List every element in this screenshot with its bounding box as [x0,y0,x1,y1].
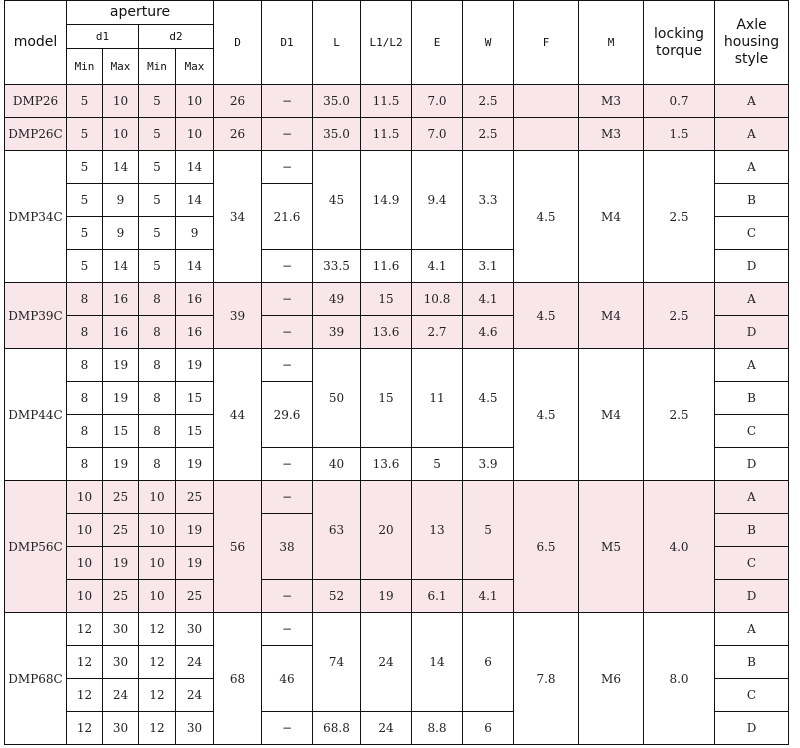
cell-d2-max: 15 [176,382,214,415]
cell-F: 6.5 [514,481,579,613]
cell-L1L2: 15 [361,283,412,316]
header-d2-max: Max [176,49,214,85]
cell-E: 7.0 [412,118,463,151]
cell-E: 4.1 [412,250,463,283]
cell-d2-min: 12 [139,646,176,679]
cell-d1-min: 12 [67,712,103,745]
cell-d1-min: 8 [67,448,103,481]
cell-W: 6 [463,712,514,745]
cell-d2-max: 16 [176,316,214,349]
cell-d1-max: 9 [103,217,139,250]
cell-d2-max: 30 [176,712,214,745]
cell-F: 7.8 [514,613,579,745]
cell-E: 7.0 [412,85,463,118]
cell-W: 4.1 [463,283,514,316]
cell-d2-max: 10 [176,118,214,151]
cell-d2-min: 12 [139,613,176,646]
cell-d2-min: 5 [139,118,176,151]
cell-D1: − [262,712,313,745]
cell-d1-min: 10 [67,481,103,514]
cell-d1-max: 15 [103,415,139,448]
cell-d2-min: 8 [139,448,176,481]
cell-d1-max: 10 [103,118,139,151]
header-axle-housing-style: Axle housing style [715,1,789,85]
cell-L: 35.0 [313,118,361,151]
cell-M: M5 [579,481,644,613]
cell-L1L2: 13.6 [361,316,412,349]
cell-d2-max: 25 [176,481,214,514]
cell-E: 13 [412,481,463,580]
cell-D1: − [262,250,313,283]
cell-d1-min: 5 [67,217,103,250]
header-model: model [5,1,67,85]
cell-D1: − [262,613,313,646]
cell-D: 68 [214,613,262,745]
cell-d2-min: 5 [139,250,176,283]
cell-D: 39 [214,283,262,349]
header-W: W [463,1,514,85]
cell-D1: 21.6 [262,184,313,250]
cell-D1: − [262,349,313,382]
cell-d1-min: 10 [67,547,103,580]
cell-d1-max: 19 [103,547,139,580]
cell-d2-max: 19 [176,514,214,547]
cell-style: A [715,151,789,184]
cell-D1: − [262,118,313,151]
cell-model: DMP44C [5,349,67,481]
header-F: F [514,1,579,85]
cell-style: D [715,448,789,481]
cell-W: 3.1 [463,250,514,283]
header-d2-min: Min [139,49,176,85]
cell-style: B [715,382,789,415]
header-d1-min: Min [67,49,103,85]
cell-L: 50 [313,349,361,448]
cell-M: M3 [579,85,644,118]
cell-style: A [715,118,789,151]
cell-D1: − [262,85,313,118]
cell-d1-max: 19 [103,448,139,481]
cell-style: C [715,217,789,250]
cell-d1-max: 16 [103,283,139,316]
cell-d2-max: 25 [176,580,214,613]
cell-d1-min: 12 [67,613,103,646]
cell-model: DMP68C [5,613,67,745]
cell-d2-max: 14 [176,151,214,184]
cell-L1L2: 19 [361,580,412,613]
cell-L1L2: 11.5 [361,118,412,151]
cell-d1-min: 12 [67,646,103,679]
cell-L: 63 [313,481,361,580]
cell-M: M4 [579,283,644,349]
table-row [5,349,789,382]
cell-d1-max: 30 [103,613,139,646]
cell-E: 9.4 [412,151,463,250]
cell-d1-max: 14 [103,250,139,283]
cell-D: 26 [214,85,262,118]
cell-d2-max: 14 [176,250,214,283]
cell-d1-max: 10 [103,85,139,118]
cell-M: M3 [579,118,644,151]
cell-d2-min: 12 [139,712,176,745]
cell-d2-max: 19 [176,448,214,481]
cell-D: 44 [214,349,262,481]
cell-d2-min: 8 [139,283,176,316]
cell-d2-min: 5 [139,217,176,250]
cell-d2-max: 19 [176,349,214,382]
table-row [5,613,789,646]
cell-d1-min: 8 [67,283,103,316]
cell-E: 2.7 [412,316,463,349]
cell-style: A [715,613,789,646]
cell-d2-max: 24 [176,646,214,679]
cell-torque: 2.5 [644,151,715,283]
cell-L1L2: 11.6 [361,250,412,283]
header-locking-torque: locking torque [644,1,715,85]
cell-D1: − [262,283,313,316]
cell-d1-max: 30 [103,646,139,679]
cell-d1-min: 8 [67,316,103,349]
cell-d1-min: 5 [67,118,103,151]
table-row [5,481,789,514]
cell-d2-min: 8 [139,382,176,415]
cell-d1-min: 10 [67,514,103,547]
header-D1: D1 [262,1,313,85]
cell-d1-max: 19 [103,349,139,382]
cell-E: 10.8 [412,283,463,316]
cell-L: 40 [313,448,361,481]
cell-torque: 2.5 [644,283,715,349]
header-M: M [579,1,644,85]
cell-d1-max: 19 [103,382,139,415]
cell-D: 26 [214,118,262,151]
cell-model: DMP56C [5,481,67,613]
cell-L: 35.0 [313,85,361,118]
cell-style: D [715,250,789,283]
cell-D1: − [262,151,313,184]
header-aperture: aperture [67,1,214,25]
cell-F: 4.5 [514,151,579,283]
cell-torque: 1.5 [644,118,715,151]
cell-style: C [715,679,789,712]
cell-W: 4.5 [463,349,514,448]
cell-d1-max: 30 [103,712,139,745]
cell-L1L2: 14.9 [361,151,412,250]
cell-d2-min: 10 [139,481,176,514]
cell-E: 8.8 [412,712,463,745]
cell-L: 68.8 [313,712,361,745]
cell-d2-min: 5 [139,151,176,184]
cell-E: 11 [412,349,463,448]
cell-d2-max: 15 [176,415,214,448]
cell-L: 39 [313,316,361,349]
cell-W: 4.6 [463,316,514,349]
cell-d2-min: 10 [139,547,176,580]
cell-torque: 0.7 [644,85,715,118]
cell-L1L2: 13.6 [361,448,412,481]
cell-M: M6 [579,613,644,745]
cell-model: DMP34C [5,151,67,283]
table-row [5,151,789,184]
cell-d2-min: 8 [139,415,176,448]
cell-d1-min: 8 [67,415,103,448]
cell-d2-max: 10 [176,85,214,118]
table-row [5,85,789,118]
cell-d2-max: 16 [176,283,214,316]
cell-d1-max: 25 [103,514,139,547]
cell-d1-min: 12 [67,679,103,712]
header-D: D [214,1,262,85]
cell-d2-max: 24 [176,679,214,712]
cell-style: A [715,481,789,514]
cell-d2-min: 8 [139,316,176,349]
cell-d2-max: 30 [176,613,214,646]
cell-d1-min: 5 [67,250,103,283]
cell-F [514,118,579,151]
cell-d1-max: 25 [103,580,139,613]
cell-d1-min: 8 [67,382,103,415]
cell-model: DMP26C [5,118,67,151]
cell-style: B [715,184,789,217]
table-row [5,283,789,316]
cell-L: 74 [313,613,361,712]
cell-d1-min: 5 [67,184,103,217]
cell-d1-max: 9 [103,184,139,217]
cell-style: B [715,646,789,679]
cell-W: 2.5 [463,118,514,151]
spec-table [4,0,789,745]
cell-D1: 29.6 [262,382,313,448]
cell-d1-min: 5 [67,151,103,184]
cell-L1L2: 24 [361,712,412,745]
cell-D1: 38 [262,514,313,580]
cell-style: A [715,349,789,382]
cell-d2-min: 10 [139,514,176,547]
cell-d2-min: 8 [139,349,176,382]
header-d1-max: Max [103,49,139,85]
cell-d1-max: 16 [103,316,139,349]
cell-E: 5 [412,448,463,481]
cell-F: 4.5 [514,349,579,481]
cell-D1: − [262,448,313,481]
cell-W: 2.5 [463,85,514,118]
cell-D1: − [262,316,313,349]
cell-d2-max: 19 [176,547,214,580]
cell-E: 14 [412,613,463,712]
cell-d2-max: 14 [176,184,214,217]
cell-D: 34 [214,151,262,283]
cell-d2-max: 9 [176,217,214,250]
cell-F [514,85,579,118]
cell-L1L2: 20 [361,481,412,580]
cell-d2-min: 5 [139,85,176,118]
header-L1L2: L1/L2 [361,1,412,85]
cell-d1-max: 14 [103,151,139,184]
cell-d1-min: 10 [67,580,103,613]
cell-E: 6.1 [412,580,463,613]
cell-F: 4.5 [514,283,579,349]
cell-L1L2: 11.5 [361,85,412,118]
cell-d1-max: 25 [103,481,139,514]
cell-W: 3.9 [463,448,514,481]
header-L: L [313,1,361,85]
header-d2: d2 [139,25,214,49]
cell-d2-min: 5 [139,184,176,217]
cell-style: B [715,514,789,547]
cell-torque: 2.5 [644,349,715,481]
cell-D1: − [262,481,313,514]
cell-style: A [715,283,789,316]
cell-M: M4 [579,349,644,481]
cell-L: 52 [313,580,361,613]
cell-L1L2: 15 [361,349,412,448]
header-d1: d1 [67,25,139,49]
cell-D1: − [262,580,313,613]
cell-W: 6 [463,613,514,712]
cell-d2-min: 10 [139,580,176,613]
cell-model: DMP39C [5,283,67,349]
cell-d1-min: 5 [67,85,103,118]
cell-style: C [715,547,789,580]
cell-D1: 46 [262,646,313,712]
cell-W: 4.1 [463,580,514,613]
cell-d1-max: 24 [103,679,139,712]
cell-style: D [715,712,789,745]
cell-torque: 4.0 [644,481,715,613]
cell-style: D [715,316,789,349]
cell-model: DMP26 [5,85,67,118]
cell-L: 49 [313,283,361,316]
cell-W: 5 [463,481,514,580]
cell-L1L2: 24 [361,613,412,712]
cell-W: 3.3 [463,151,514,250]
cell-L: 45 [313,151,361,250]
cell-d2-min: 12 [139,679,176,712]
table-row [5,118,789,151]
cell-torque: 8.0 [644,613,715,745]
cell-d1-min: 8 [67,349,103,382]
cell-style: A [715,85,789,118]
cell-style: C [715,415,789,448]
cell-D: 56 [214,481,262,613]
cell-M: M4 [579,151,644,283]
cell-style: D [715,580,789,613]
header-E: E [412,1,463,85]
cell-L: 33.5 [313,250,361,283]
